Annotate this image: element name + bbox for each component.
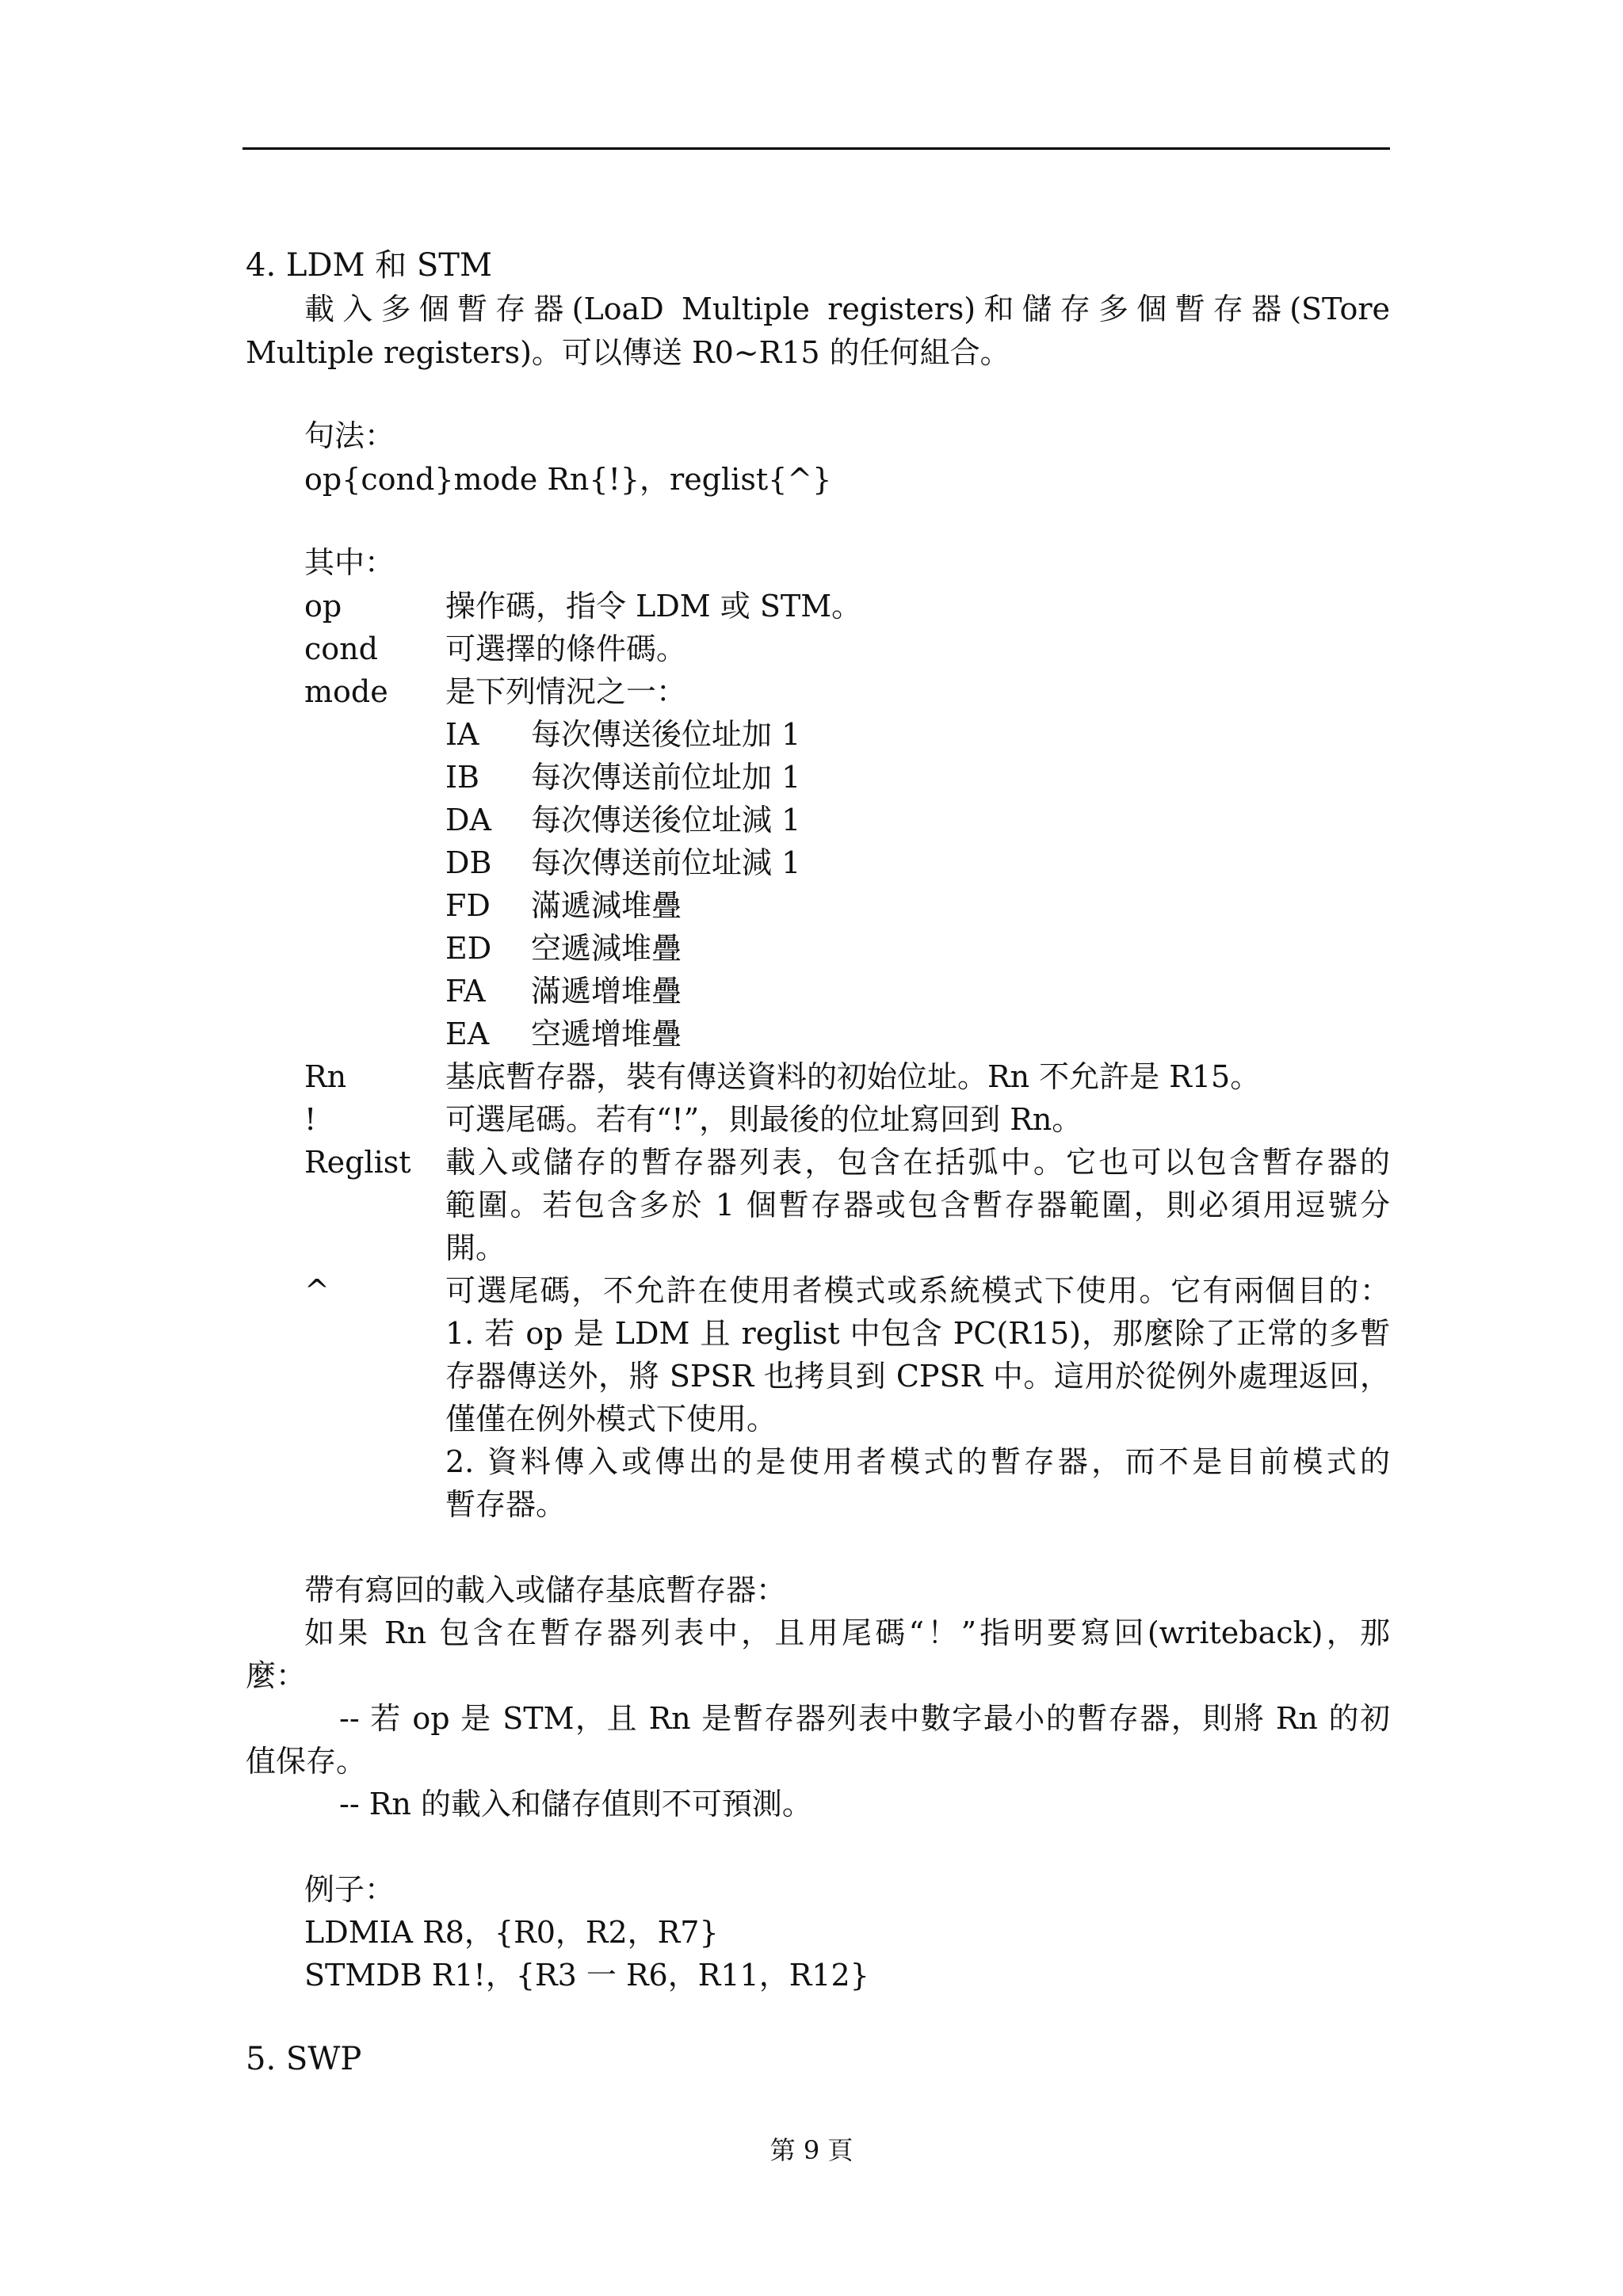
mode-desc-ed: 空遞減堆疊 <box>531 931 682 966</box>
mode-code-ed: ED <box>445 931 492 966</box>
mode-code-ea: EA <box>445 1016 490 1051</box>
intro-line-1: 載入多個暫存器(LoaD Multiple registers)和儲存多個暫存器(STore <box>304 292 1390 326</box>
def-desc-caret-6: 暫存器。 <box>445 1487 567 1522</box>
def-term-op: op <box>304 589 342 624</box>
mode-desc-ea: 空遞增堆疊 <box>531 1016 682 1051</box>
writeback-line-1: 如果 Rn 包含在暫存器列表中，且用尾碼“！”指明要寫回(writeback)，那 <box>304 1615 1390 1650</box>
def-desc-rn: 基底暫存器，裝有傳送資料的初始位址。Rn 不允許是 R15。 <box>445 1059 1261 1094</box>
mode-desc-ia: 每次傳送後位址加 1 <box>531 717 801 752</box>
writeback-line-2: 麼： <box>246 1658 307 1693</box>
def-desc-caret-2: 1. 若 op 是 LDM 且 reglist 中包含 PC(R15)，那麼除了正常的多暫 <box>445 1316 1390 1351</box>
bullet-2: -- Rn 的載入和儲存值則不可預測。 <box>339 1787 812 1821</box>
def-desc-caret-3: 存器傳送外，將 SPSR 也拷貝到 CPSR 中。這用於從例外處理返回， <box>445 1359 1390 1394</box>
syntax-code: op{cond}mode Rn{!}，reglist{^} <box>304 462 832 497</box>
intro-line-2: Multiple registers)。可以傳送 R0~R15 的任何組合。 <box>246 335 1010 370</box>
bullet-1-line-2: 值保存。 <box>246 1744 367 1779</box>
mode-code-ib: IB <box>445 760 479 795</box>
header-rule <box>242 147 1390 150</box>
def-desc-cond: 可選擇的條件碼。 <box>445 631 687 666</box>
def-term-reglist: Reglist <box>304 1145 411 1180</box>
def-term-bang: ! <box>304 1102 317 1137</box>
def-desc-reglist-3: 開。 <box>445 1230 506 1265</box>
mode-desc-fd: 滿遞減堆疊 <box>531 888 682 923</box>
def-desc-op: 操作碼，指令 LDM 或 STM。 <box>445 589 862 624</box>
syntax-label: 句法： <box>304 418 395 453</box>
mode-code-fa: FA <box>445 974 486 1009</box>
def-term-rn: Rn <box>304 1059 347 1094</box>
def-desc-caret-4: 僅僅在例外模式下使用。 <box>445 1402 777 1436</box>
mode-desc-db: 每次傳送前位址減 1 <box>531 845 801 880</box>
mode-code-db: DB <box>445 845 492 880</box>
section-5-title: 5. SWP <box>246 2041 362 2077</box>
def-desc-caret-1: 可選尾碼，不允許在使用者模式或系統模式下使用。它有兩個目的： <box>445 1273 1390 1308</box>
where-label: 其中： <box>304 545 395 580</box>
def-desc-mode: 是下列情況之一： <box>445 674 687 709</box>
example-1: LDMIA R8，{R0，R2，R7} <box>304 1915 719 1950</box>
example-label: 例子： <box>304 1872 395 1907</box>
mode-desc-fa: 滿遞增堆疊 <box>531 974 682 1009</box>
def-term-caret: ^ <box>304 1273 330 1308</box>
bullet-1-line-1: -- 若 op 是 STM，且 Rn 是暫存器列表中數字最小的暫存器，則將 Rn 的初 <box>339 1701 1390 1736</box>
mode-desc-ib: 每次傳送前位址加 1 <box>531 760 801 795</box>
def-term-cond: cond <box>304 631 378 666</box>
mode-code-da: DA <box>445 803 491 837</box>
def-desc-bang: 可選尾碼。若有“!”，則最後的位址寫回到 Rn。 <box>445 1102 1083 1137</box>
writeback-label: 帶有寫回的載入或儲存基底暫存器： <box>304 1573 787 1608</box>
def-desc-caret-5: 2. 資料傳入或傳出的是使用者模式的暫存器，而不是目前模式的 <box>445 1444 1390 1479</box>
mode-code-fd: FD <box>445 888 491 923</box>
def-desc-reglist-1: 載入或儲存的暫存器列表，包含在括弧中。它也可以包含暫存器的 <box>445 1145 1390 1180</box>
section-4-title: 4. LDM 和 STM <box>246 247 492 284</box>
def-term-mode: mode <box>304 674 388 709</box>
mode-code-ia: IA <box>445 717 479 752</box>
example-2: STMDB R1!，{R3 一 R6，R11，R12} <box>304 1958 869 1993</box>
def-desc-reglist-2: 範圍。若包含多於 1 個暫存器或包含暫存器範圍，則必須用逗號分 <box>445 1188 1390 1222</box>
page-number: 第 9 頁 <box>769 2135 854 2165</box>
mode-desc-da: 每次傳送後位址減 1 <box>531 803 801 837</box>
